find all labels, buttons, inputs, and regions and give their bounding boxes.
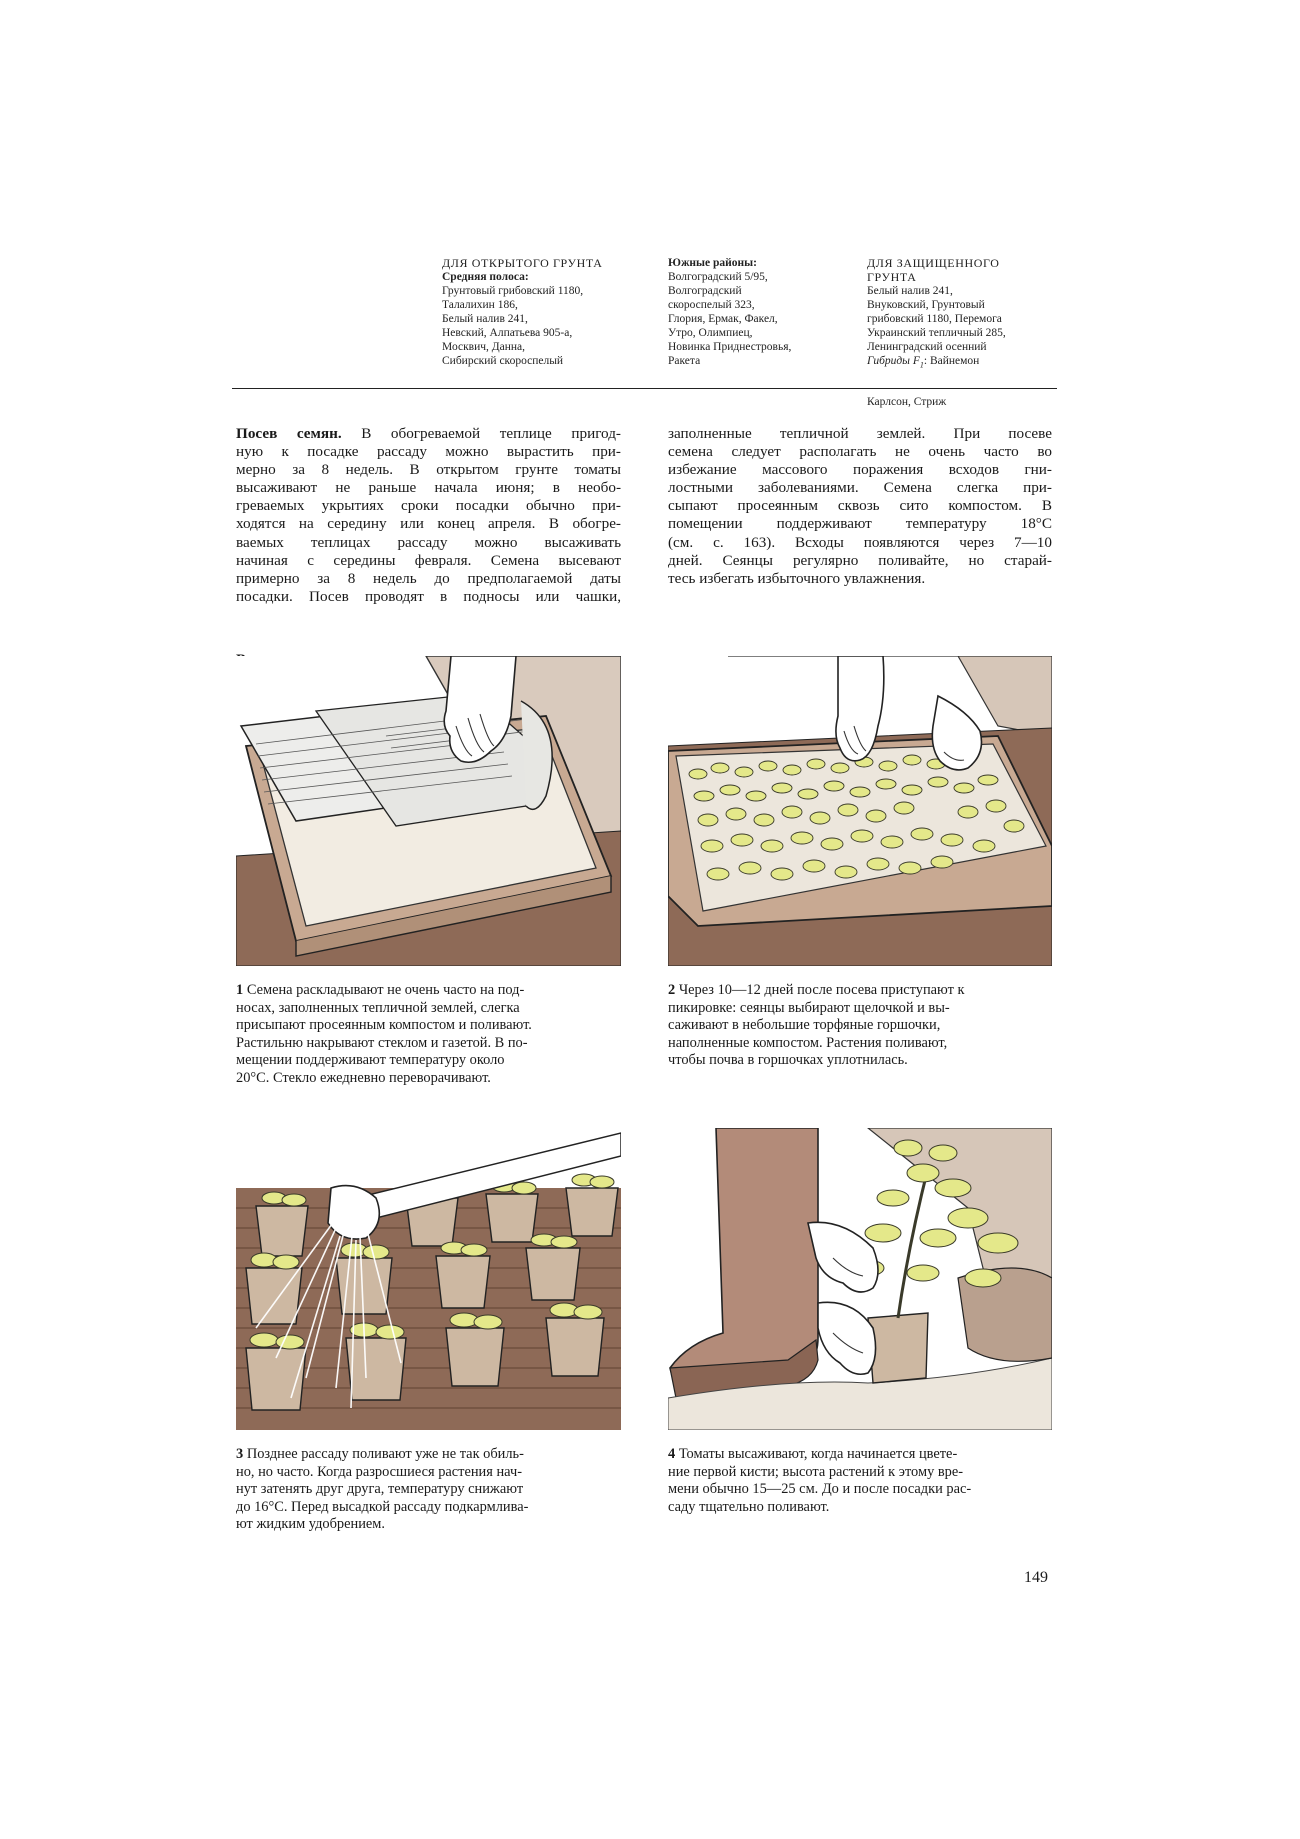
caption-line: Растильню накрывают стеклом и газетой. В по-: [236, 1034, 528, 1051]
variety-line: Сибирский скороспелый: [442, 355, 564, 367]
variety-line: Волгоградский 5/95,: [668, 271, 768, 283]
variety-line: Талалихин 186,: [442, 299, 518, 311]
caption-line: нут затенять друг друга, температуру снижают: [236, 1481, 524, 1498]
caption-line: [668, 982, 964, 1000]
text-line: (см. с. 163). Всходы появляются через 7—10: [668, 533, 1052, 551]
text-line: [236, 425, 621, 443]
variety-line: Ленинградский осенний: [867, 341, 987, 353]
text-line: помещении поддерживают температуру 18°С: [668, 515, 1052, 533]
caption-line: до 16°С. Перед высадкой рассаду подкармлива-: [236, 1498, 529, 1515]
text-line: заполненные тепличной землей. При посеве: [668, 425, 1052, 442]
middle-zone-heading: Средняя полоса:: [442, 271, 529, 283]
varieties-south: [668, 256, 791, 368]
protected-heading-1: ДЛЯ ЗАЩИЩЕННОГО: [867, 256, 1000, 270]
open-ground-heading: ДЛЯ ОТКРЫТОГО ГРУНТА: [442, 256, 603, 270]
caption-text: Позднее рассаду поливают уже не так обиль-: [246, 1446, 524, 1462]
caption-text: Семена раскладывают не очень часто на под-: [246, 982, 525, 998]
caption-line: мещении поддерживают температуру около: [236, 1052, 505, 1069]
step-number: 4: [668, 1446, 676, 1462]
hybrids-subscript: 1: [919, 360, 924, 370]
text-line: тесь избегать избыточного увлажнения.: [668, 569, 926, 587]
table-rule: [232, 388, 1057, 389]
caption-line: ют жидким удобрением.: [236, 1516, 386, 1533]
variety-line: Грунтовый грибовский 1180,: [442, 285, 584, 297]
varieties-protected: [867, 256, 1006, 372]
variety-line: Ракета: [668, 355, 701, 367]
varieties-protected-last: Карлсон, Стриж: [867, 396, 947, 408]
caption-text: Через 10—12 дней после посева приступают к: [678, 982, 965, 998]
text-line: посадки. Посев проводят в подносы или чашки,: [236, 587, 621, 605]
caption-line: носах, заполненных тепличной землей, слегка: [236, 999, 520, 1016]
text-line: ходятся на середину или конец апреля. В обогре-: [236, 515, 621, 533]
variety-line: Москвич, Данна,: [442, 341, 526, 353]
caption-line: 20°С. Стекло ежедневно переворачивают.: [236, 1069, 491, 1086]
caption-line: [236, 1446, 528, 1464]
variety-line: Украинский тепличный 285,: [867, 327, 1006, 339]
south-zone-heading: Южные районы:: [668, 257, 757, 269]
variety-line: Белый налив 241,: [442, 313, 528, 325]
text-line: дней. Сеянцы регулярно поливайте, но старай-: [668, 551, 1052, 569]
caption-text: Томаты высаживают, когда начинается цвете-: [678, 1446, 958, 1462]
caption-step-2: [668, 982, 964, 1070]
illustration-seedlings: [668, 656, 1052, 966]
caption-line: саживают в небольшие торфяные горшочки,: [668, 1017, 941, 1034]
protected-heading-2: ГРУНТА: [867, 270, 917, 284]
hybrids-label: Гибриды F: [867, 355, 920, 367]
caption-line: мени обычно 15—25 см. До и после посадки рас-: [668, 1481, 972, 1498]
text-line: начиная с середины февраля. Семена высевают: [236, 551, 621, 569]
text-line: лостными заболеваниями. Семена слегка при-: [668, 479, 1052, 497]
caption-line: но, но часто. Когда разросшиеся растения нач-: [236, 1463, 522, 1480]
sowing-first-line: В обогреваемой теплице пригод-: [361, 425, 621, 442]
text-line: сыпают просеянным сквозь сито компостом. В: [668, 497, 1052, 515]
variety-line: Белый налив 241,: [867, 285, 953, 297]
text-line: высаживают не раньше начала июня; в необо-: [236, 479, 621, 497]
caption-step-1: [236, 982, 532, 1088]
sowing-title: Посев семян.: [236, 425, 342, 442]
text-line: избежание массового поражения всходов гни-: [668, 461, 1052, 479]
illustration-seed-tray: [236, 656, 621, 966]
sowing-left-column: [236, 425, 621, 606]
caption-line: наполненные компостом. Растения поливают,: [668, 1034, 948, 1051]
caption-line: чтобы почва в горшочках уплотнилась.: [668, 1052, 908, 1069]
text-line: греваемых укрытиях сроки посадки обычно при-: [236, 497, 621, 515]
caption-step-3: [236, 1446, 528, 1534]
variety-line: Невский, Алпатьева 905-а,: [442, 327, 573, 339]
illustration-planting: [668, 1128, 1052, 1430]
variety-line: Новинка Приднестровья,: [668, 341, 792, 353]
caption-line: саду тщательно поливают.: [668, 1498, 830, 1515]
caption-line: [236, 982, 532, 1000]
varieties-open-ground: [442, 256, 602, 368]
caption-line: ние первой кисти; высота растений к этому вре-: [668, 1463, 964, 1480]
variety-line: грибовский 1180, Перемога: [867, 313, 1002, 325]
hybrids-rest: : Вайнемон: [923, 355, 980, 367]
text-line: семена следует располагать не очень часто во: [668, 443, 1052, 461]
variety-line: Волгоградский: [668, 285, 742, 297]
variety-line: Внуковский, Грунтовый: [867, 299, 985, 311]
step-number: 1: [236, 982, 244, 998]
caption-line: присыпают просеянным компостом и поливают.: [236, 1017, 532, 1034]
hybrids-line: [867, 354, 1006, 372]
step-number: 2: [668, 982, 676, 998]
variety-line: Глория, Ермак, Факел,: [668, 313, 778, 325]
caption-step-4: [668, 1446, 971, 1516]
variety-line: Утро, Олимпиец,: [668, 327, 753, 339]
caption-line: пикировке: сеянцы выбирают щелочкой и вы-: [668, 999, 950, 1016]
text-line: ваемых теплицах рассаду можно высаживать: [236, 533, 621, 551]
text-line: примерно за 8 недель до предполагаемой даты: [236, 569, 621, 587]
text-line: мерно за 8 недель. В открытом грунте томаты: [236, 461, 621, 479]
caption-line: [668, 1446, 971, 1464]
text-line: ную к посадке рассаду можно вырастить при-: [236, 443, 621, 461]
illustration-watering: [236, 1128, 621, 1430]
sowing-right-column: [668, 425, 1052, 588]
page-number: 149: [1024, 1569, 1048, 1586]
step-number: 3: [236, 1446, 244, 1462]
variety-line: скороспелый 323,: [668, 299, 755, 311]
